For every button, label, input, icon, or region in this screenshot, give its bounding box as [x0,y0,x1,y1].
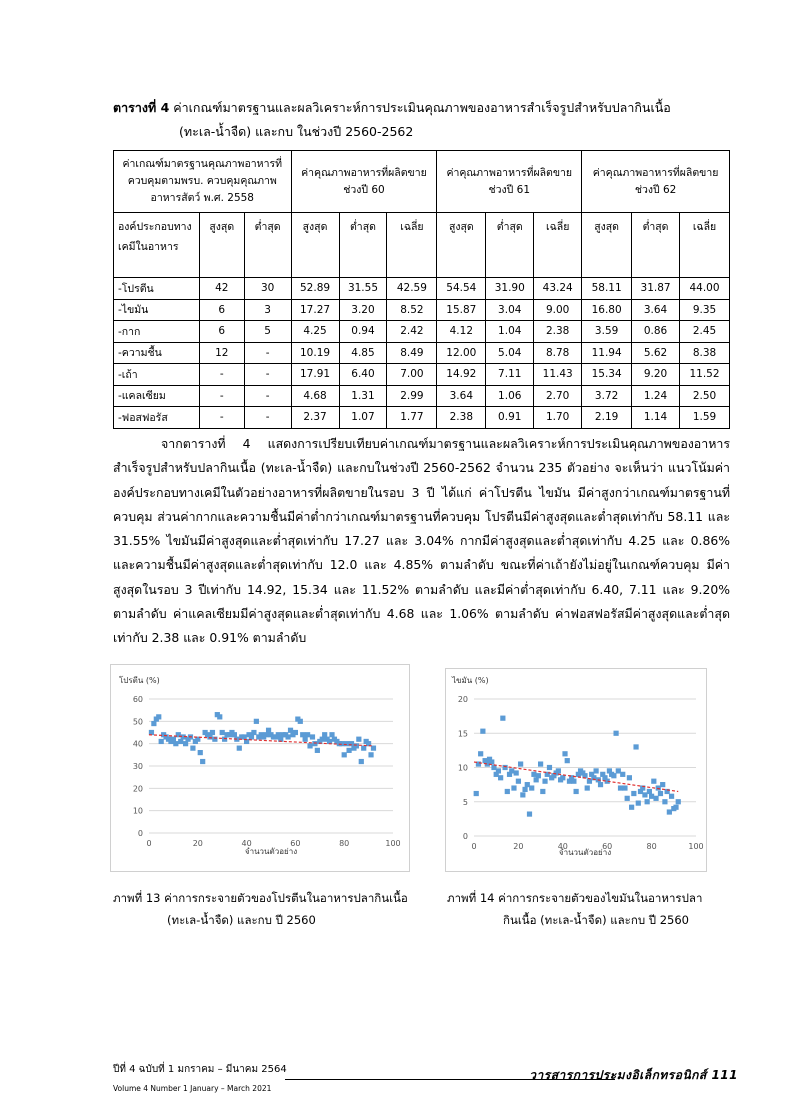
data-point [474,791,479,796]
table-cell: 1.06 [486,385,534,407]
table-caption-line1: ค่าเกณฑ์มาตรฐานและผลวิเคราะห์การประเมินคุณภาพของอาหารสำเร็จรูปสำหรับปลากินเนื้อ [173,100,671,115]
data-point [565,758,570,763]
protein-chart-svg [111,665,411,873]
data-point [344,741,349,746]
data-point [322,732,327,737]
data-point [200,759,205,764]
table-cell: 42 [199,278,244,300]
data-point [629,805,634,810]
y-tick-label: 30 [132,762,143,771]
table-cell: 10.19 [291,342,339,364]
table-row [114,407,730,429]
table-cell: 31.90 [486,278,534,300]
y-tick-label: 10 [457,763,468,773]
footer-journal [529,1066,738,1085]
data-point [303,737,308,742]
table-cell: 3.20 [339,299,387,321]
x-tick-label: 80 [339,839,350,848]
table-cell: 2.38 [437,407,486,429]
table-group-header-row [114,151,730,213]
data-point [254,719,259,724]
table-cell: 54.54 [437,278,486,300]
table-cell: 7.11 [486,364,534,386]
protein-scatter-chart [110,664,410,872]
data-point [522,787,527,792]
sub-header: ต่ำสุด [632,213,680,278]
sub-header: สูงสุด [582,213,632,278]
figure-13-label: ภาพที่ 13 [113,891,161,905]
data-point [574,789,579,794]
data-point [190,746,195,751]
row-label: -ความชื้น [114,342,200,364]
table-cell: 17.27 [291,299,339,321]
data-point [183,741,188,746]
data-point [653,796,658,801]
x-tick-label: 40 [241,839,252,848]
data-point [342,752,347,757]
table-cell: 4.25 [291,321,339,343]
table-cell: 3.59 [582,321,632,343]
table-cell: 2.99 [387,385,437,407]
x-axis-label: จำนวนตัวอย่าง [558,848,612,857]
table-cell: 30 [244,278,291,300]
table-cell: - [244,342,291,364]
data-point [198,750,203,755]
table-cell: 0.94 [339,321,387,343]
data-point [660,782,665,787]
table-cell: 43.24 [534,278,582,300]
table-cell: 6 [199,321,244,343]
data-point [571,779,576,784]
table-cell: 2.38 [534,321,582,343]
sub-header: สูงสุด [291,213,339,278]
data-point [368,752,373,757]
data-point [307,743,312,748]
data-point [625,796,630,801]
table-cell: 11.94 [582,342,632,364]
y-tick-label: 15 [457,729,468,739]
table-cell: 3.64 [437,385,486,407]
data-point [500,716,505,721]
data-point [547,765,552,770]
sub-header: สูงสุด [437,213,486,278]
table-cell: - [244,407,291,429]
table-cell: 5 [244,321,291,343]
data-point [356,737,361,742]
x-tick-label: 40 [557,842,568,851]
data-point [249,734,254,739]
y-axis-label: โปรตีน (%) [119,676,160,685]
fat-chart-svg [446,669,708,873]
data-point [613,731,618,736]
data-point [346,748,351,753]
data-point [516,779,521,784]
data-point [300,732,305,737]
data-point [556,768,561,773]
table-cell: 12.00 [437,342,486,364]
group-header: ค่าคุณภาพอาหารที่ผลิตขายช่วงปี 60 [291,151,437,213]
data-point [505,789,510,794]
fat-scatter-chart [445,668,707,872]
y-tick-label: 40 [132,739,143,749]
row-label: -เถ้า [114,364,200,386]
table-sub-header-row [114,213,730,278]
data-point [647,789,652,794]
data-point [560,775,565,780]
sub-header: สูงสุด [199,213,244,278]
figure-14-label: ภาพที่ 14 [447,891,495,905]
figure-14-line1: ค่าการกระจายตัวของไขมันในอาหารปลา [498,891,703,905]
table-cell: 0.91 [486,407,534,429]
sub-header: ต่ำสุด [486,213,534,278]
data-point [156,714,161,719]
table-cell: 5.04 [486,342,534,364]
data-point [285,734,290,739]
figure-13-caption [113,887,423,931]
x-tick-label: 0 [471,842,477,851]
table-cell: 2.45 [680,321,730,343]
table-cell: - [199,364,244,386]
table-cell: 4.68 [291,385,339,407]
data-point [645,799,650,804]
row-label: -ไขมัน [114,299,200,321]
data-point [542,779,547,784]
data-point [676,799,681,804]
data-table [113,150,730,429]
data-point [669,794,674,799]
data-point [673,805,678,810]
data-point [298,719,303,724]
footer-journal-name: วารสารการประมงอิเล็กทรอนิกส์ [529,1068,707,1082]
data-point [636,801,641,806]
row-label: -ฟอสฟอรัส [114,407,200,429]
y-tick-label: 0 [462,832,468,841]
table-cell: 6 [199,299,244,321]
data-point [237,746,242,751]
data-point [171,737,176,742]
sub-header: เฉลี่ย [387,213,437,278]
table-row [114,364,730,386]
data-point [620,772,625,777]
group-header: ค่าเกณฑ์มาตรฐานคุณภาพอาหารที่ควบคุมตามพรบ. ควบคุมคุณภาพอาหารสัตว์ พ.ศ. 2558 [114,151,292,213]
data-point [276,732,281,737]
sub-header: เฉลี่ย [680,213,730,278]
data-point [173,741,178,746]
data-point [266,728,271,733]
x-tick-label: 60 [602,842,613,851]
y-tick-label: 20 [132,784,143,794]
table-cell: 3 [244,299,291,321]
data-point [511,785,516,790]
table-cell: 8.78 [534,342,582,364]
figure-13-line1: ค่าการกระจายตัวของโปรตีนในอาหารปลากินเนื้อ [164,891,408,905]
data-point [518,761,523,766]
table-cell: 7.00 [387,364,437,386]
data-point [361,746,366,751]
table-cell: 1.04 [486,321,534,343]
table-cell: 1.77 [387,407,437,429]
y-tick-label: 20 [457,695,468,704]
data-point [642,792,647,797]
table-row [114,342,730,364]
data-point [496,768,501,773]
y-axis-label: ไขมัน (%) [452,676,489,685]
data-point [349,741,354,746]
data-point [359,759,364,764]
data-point [212,737,217,742]
data-point [598,782,603,787]
data-point [210,730,215,735]
table-cell: 31.87 [632,278,680,300]
x-tick-label: 100 [385,839,401,848]
table-cell: 5.62 [632,342,680,364]
group-header: ค่าคุณภาพอาหารที่ผลิตขายช่วงปี 61 [437,151,582,213]
x-tick-label: 20 [192,839,203,848]
group-header: ค่าคุณภาพอาหารที่ผลิตขายช่วงปี 62 [582,151,730,213]
data-point [220,730,225,735]
table-cell: 42.59 [387,278,437,300]
table-cell: 52.89 [291,278,339,300]
table-cell: 3.64 [632,299,680,321]
data-point [618,785,623,790]
data-point [662,799,667,804]
row-label: -กาก [114,321,200,343]
table-cell: 1.24 [632,385,680,407]
data-point [310,734,315,739]
y-tick-label: 0 [137,829,143,838]
table-cell: 1.14 [632,407,680,429]
y-tick-label: 5 [462,797,468,807]
table-cell: 17.91 [291,364,339,386]
table-cell: 44.00 [680,278,730,300]
data-point [529,785,534,790]
table-cell: 9.35 [680,299,730,321]
data-point [658,791,663,796]
y-tick-label: 10 [132,806,143,816]
table-row [114,278,730,300]
table-cell: 2.37 [291,407,339,429]
sub-header: ต่ำสุด [244,213,291,278]
x-tick-label: 80 [646,842,657,851]
sub-header: องค์ประกอบทางเคมีในอาหาร [114,213,200,278]
data-point [315,748,320,753]
table-cell: - [244,364,291,386]
table-cell: 1.31 [339,385,387,407]
table-caption-label: ตารางที่ 4 [113,100,170,115]
data-point [217,714,222,719]
data-point [151,721,156,726]
table-cell: 14.92 [437,364,486,386]
x-tick-label: 20 [513,842,524,851]
data-point [207,734,212,739]
data-point [264,732,269,737]
body-paragraph [113,432,730,651]
data-point [305,732,310,737]
data-point [509,768,514,773]
table-cell: 16.80 [582,299,632,321]
data-point [159,739,164,744]
table-caption [113,96,733,144]
y-tick-label: 50 [132,717,143,727]
table-cell: 11.43 [534,364,582,386]
table-caption-line2: (ทะเล-น้ำจืด) และกบ ในช่วงปี 2560-2562 [179,124,414,139]
table-cell: - [199,407,244,429]
data-point [627,775,632,780]
data-point [293,730,298,735]
table-cell: 15.87 [437,299,486,321]
data-point [562,751,567,756]
x-tick-label: 100 [688,842,704,851]
data-point [616,768,621,773]
sub-header: เฉลี่ย [534,213,582,278]
figure-13-line2: (ทะเล-น้ำจืด) และกบ ปี 2560 [167,913,316,927]
data-point [178,739,183,744]
data-point [631,791,636,796]
y-tick-label: 60 [132,695,143,704]
table-cell: 8.49 [387,342,437,364]
table-cell: 2.50 [680,385,730,407]
table-body [114,278,730,429]
table-row [114,385,730,407]
data-point [540,789,545,794]
data-point [498,775,503,780]
data-point [329,732,334,737]
data-point [222,737,227,742]
data-point [520,792,525,797]
table-cell: 1.07 [339,407,387,429]
footer-issue-english: Volume 4 Number 1 January – March 2021 [113,1084,272,1093]
table-cell: 15.34 [582,364,632,386]
data-point [527,811,532,816]
sub-header: ต่ำสุด [339,213,387,278]
data-point [251,730,256,735]
table-cell: 11.52 [680,364,730,386]
x-tick-label: 0 [146,839,152,848]
table-row [114,299,730,321]
table-cell: 4.12 [437,321,486,343]
data-point [320,737,325,742]
paragraph-text: จากตารางที่ 4 แสดงการเปรียบเทียบค่าเกณฑ์มาตรฐานและผลวิเคราะห์การประเมินคุณภาพของอาหารสำเร็จรูปสำหรับปลากินเนื้อ (ทะเล-น้ำจืด) และกบในช่วงปี 2560-2562 จำนวน 235 ตัวอย่าง จะเห็นว่า แนวโน้มค่าองค์ประกอบทางเคมีในตัวอย่างอาหารที่ผลิตขายในรอบ 3 ปี ได้แก่ ค่าโปรตีน ไขมัน มีค่าสูงกว่าเกณฑ์มาตรฐานที่ควบคุม ส่วนค่ากากและความชื้นมีค่าต่ำกว่าเกณฑ์มาตรฐานที่ควบคุม โปรตีนมีค่าสูงสุดและต่ำสุดเท่ากับ 58.11 และ 31.55% ไขมันมีค่าสูงสุดและต่ำสุดเท่ากับ 17.27 และ 3.04% กากมีค่าสูงสุดและต่ำสุดเท่ากับ 4.25 และ 0.86% และความชื้นมีค่าสูงสุดและต่ำสุดเท่ากับ 12.0 และ 4.85% ตามลำดับ ขณะที่ค่าเถ้ายังไม่อยู่ในเกณฑ์ควบคุม มีค่าสูงสุดในรอบ 3 ปีเท่ากับ 14.92, 15.34 และ 11.52% ตามลำดับ และมีค่าต่ำสุดเท่ากับ 6.40, 7.11 และ 9.20% ตามลำดับ ค่าแคลเซียมมีค่าสูงสุดและต่ำสุดเท่ากับ 4.68 และ 1.06% ตามลำดับ ค่าฟอสฟอรัสมีค่าสูงสุดและต่ำสุดเท่ากับ 2.38 และ 0.91% ตามลำดับ [113,436,730,646]
table-cell: 6.40 [339,364,387,386]
footer-issue-thai: ปีที่ 4 ฉบับที่ 1 มกราคม – มีนาคม 2564 [113,1064,287,1075]
footer-page-number: 111 [711,1068,738,1082]
data-point [611,773,616,778]
table-cell: 31.55 [339,278,387,300]
table-cell: 1.59 [680,407,730,429]
data-point [502,765,507,770]
table-cell: 9.00 [534,299,582,321]
table-cell: 2.19 [582,407,632,429]
table-cell: 58.11 [582,278,632,300]
table-cell: 3.72 [582,385,632,407]
data-point [354,743,359,748]
data-point [242,734,247,739]
data-point [622,785,627,790]
x-axis-label: จำนวนตัวอย่าง [244,847,298,856]
table-cell: 3.04 [486,299,534,321]
row-label: -โปรตีน [114,278,200,300]
table-cell: - [199,385,244,407]
table-cell: 1.70 [534,407,582,429]
x-tick-label: 60 [290,839,301,848]
table-cell: 8.38 [680,342,730,364]
data-point [587,779,592,784]
data-point [651,779,656,784]
table-cell: 4.85 [339,342,387,364]
data-point [538,761,543,766]
data-point [288,728,293,733]
data-point [478,751,483,756]
table-cell: 2.42 [387,321,437,343]
row-label: -แคลเซียม [114,385,200,407]
table-cell: 8.52 [387,299,437,321]
table-cell: 12 [199,342,244,364]
figure-14-caption [447,887,717,931]
table-cell: 2.70 [534,385,582,407]
data-point [480,729,485,734]
data-point [649,794,654,799]
figure-14-line2: กินเนื้อ (ทะเล-น้ำจืด) และกบ ปี 2560 [503,913,689,927]
data-point [594,768,599,773]
data-point [536,773,541,778]
data-point [633,744,638,749]
table-cell: - [244,385,291,407]
data-point [232,732,237,737]
table-cell: 9.20 [632,364,680,386]
table-row [114,321,730,343]
table-cell: 0.86 [632,321,680,343]
data-point [531,772,536,777]
data-point [667,809,672,814]
data-point [514,770,519,775]
data-point [585,785,590,790]
data-point [525,782,530,787]
